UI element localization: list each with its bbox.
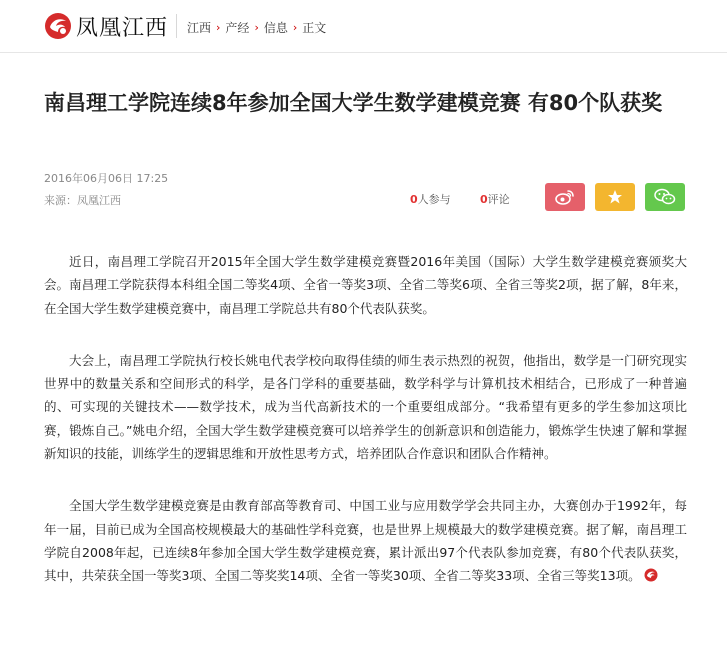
share-wechat-button[interactable] <box>645 183 685 211</box>
participants-count: 0 <box>410 193 418 206</box>
article-body <box>44 250 687 617</box>
participants-stat[interactable] <box>410 191 451 207</box>
site-header <box>0 0 727 52</box>
breadcrumb-separator: › <box>254 21 259 34</box>
article-paragraph-2: 大会上，南昌理工学院执行校长姚电代表学校向取得佳绩的师生表示热烈的祝贺，他指出，数学是一门研究现实世界中的数量关系和空间形式的科学，是各门学科的重要基础，数学科学与计算机技术相结合，已形成了一种普遍的、可实现的关键技术——数学技术，成为当代高新技术的一个重要组成部分。“我希望有更多的学生参加这项比赛，锻炼自己。”姚电介绍，全国大学生数学建模竞赛可以培养学生的创新意识和创造能力，锻炼学生快速了解和掌握新知识的技能，训练学生的逻辑思维和开放性思考方式，培养团队合作意识和团队合作精神。 <box>44 352 687 462</box>
breadcrumb <box>187 19 326 36</box>
article-paragraph-1: 近日，南昌理工学院召开2015年全国大学生数学建模竞赛暨2016年美国（国际）大学生数学建模竞赛颁奖大会。南昌理工学院获得本科组全国二等奖4项、全省一等奖3项、全省二等奖6项、全省三等奖2项，据了解，8年来，在全国大学生数学建模竞赛中，南昌理工学院总共有80个代表队获奖。 <box>44 254 687 316</box>
favorite-button[interactable] <box>595 183 635 211</box>
article-title: 南昌理工学院连续8年参加全国大学生数学建模竞赛 有80个队获奖 <box>44 91 663 115</box>
article-paragraph-3 <box>44 494 687 587</box>
breadcrumb-item-industry[interactable]: 产经 <box>225 21 250 35</box>
comments-label: 评论 <box>487 193 510 206</box>
breadcrumb-separator: › <box>292 21 298 34</box>
logo-text: 凤凰江西 <box>76 15 169 41</box>
header-divider <box>176 14 177 38</box>
breadcrumb-item-current: 正文 <box>302 21 327 35</box>
breadcrumb-item-info[interactable]: 信息 <box>263 21 288 35</box>
header-rule <box>0 52 727 53</box>
comments-stat[interactable] <box>480 191 510 207</box>
comments-count: 0 <box>480 193 488 206</box>
article-paragraph-3-text: 全国大学生数学建模竞赛是由教育部高等教育司、中国工业与应用数学学会共同主办，大赛创办于1992年，每年一届，目前已成为全国高校规模最大的基础性学科竞赛，也是世界上规模最大的数学建模竞赛。据了解，南昌理工学院自2008年起，已连续8年参加全国大学生数学建模竞赛，累计派出97个代表队参加竞赛，有80个代表队获奖，其中，共荣获全国一等奖3项、全国二等奖奖14项、全省一等奖30项、全省二等奖33项、全省三等奖13项。 <box>44 498 687 584</box>
article-source: 来源：凤凰江西 <box>44 194 121 207</box>
participants-label: 人参与 <box>417 193 451 206</box>
breadcrumb-item-jiangxi[interactable]: 江西 <box>187 21 212 35</box>
site-logo[interactable] <box>44 11 168 41</box>
article-end-phoenix-icon <box>644 568 658 582</box>
weibo-icon <box>555 189 575 205</box>
share-weibo-button[interactable] <box>545 183 585 211</box>
breadcrumb-separator: › <box>216 21 221 34</box>
article-date: 2016年06月06日 17:25 <box>44 172 169 185</box>
phoenix-logo-icon <box>44 12 72 40</box>
star-icon <box>607 189 623 205</box>
wechat-icon <box>654 188 676 206</box>
